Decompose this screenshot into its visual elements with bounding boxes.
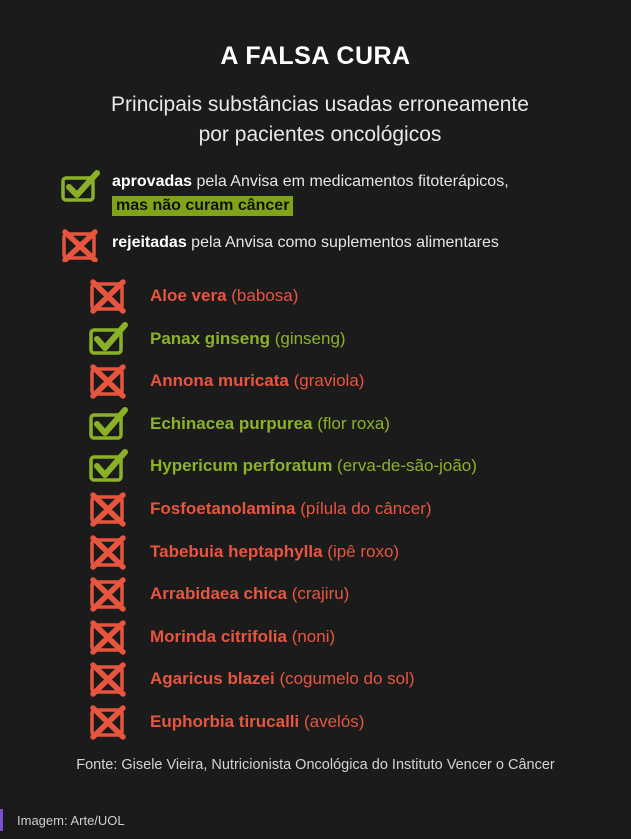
scientific-name: Fosfoetanolamina [150,499,296,518]
x-box-icon [88,661,130,697]
legend-approved-highlight: mas não curam câncer [112,196,293,216]
source-note: Fonte: Gisele Vieira, Nutricionista Oncológica do Instituto Vencer o Câncer [76,757,555,773]
x-box-icon [88,704,130,740]
list-item [88,491,432,527]
credit-accent-bar [0,809,3,831]
common-name: (crajiru) [287,584,350,604]
substance-label [150,584,349,604]
scientific-name: Echinacea purpurea [150,413,313,433]
scientific-name: Tabebuia heptaphylla [150,541,323,561]
image-credit: Imagem: Arte/UOL [17,813,125,828]
scientific-name: Annona muricata [150,371,289,391]
legend-approved-text [112,170,509,218]
substance-label [150,456,477,476]
check-box-icon [88,406,130,442]
substance-label [150,627,335,647]
substance-label [150,669,415,689]
list-item [88,448,477,484]
scientific-name: Arrabidaea chica [150,584,288,604]
substance-label [150,414,390,434]
common-name: (ginseng) [269,328,346,348]
check-box-icon [88,448,130,484]
legend-approved [60,170,509,218]
legend-rejected-text [112,231,499,255]
check-box-icon [88,321,130,357]
scientific-name: Panax ginseng [150,328,270,348]
list-item [88,576,349,612]
common-name: (flor roxa) [312,413,390,433]
x-box-icon [88,278,130,314]
check-box-icon [60,170,102,204]
x-box-icon [60,228,102,262]
substance-label [150,499,432,519]
infographic-title: A FALSA CURA [220,42,411,70]
legend-approved-desc: pela Anvisa em medicamentos fitoterápicos, [192,173,509,190]
common-name: (graviola) [288,371,365,391]
legend-rejected [60,228,499,262]
scientific-name: Morinda citrifolia [150,626,287,646]
legend-rejected-bold: rejeitadas [112,234,187,251]
list-item [88,619,335,655]
substance-label [150,542,399,562]
list-item [88,704,364,740]
common-name: (noni) [286,626,336,646]
common-name: (babosa) [226,286,299,305]
substance-label [150,371,364,391]
subtitle-line-1: Principais substâncias usadas erroneamente [111,93,529,116]
list-item [88,406,390,442]
list-item [88,321,346,357]
x-box-icon [88,363,130,399]
substance-label [150,712,364,732]
common-name: (erva-de-são-joão) [332,456,477,476]
common-name: (pílula do câncer) [295,499,432,518]
x-box-icon [88,534,130,570]
legend-rejected-desc: pela Anvisa como suplementos alimentares [186,234,499,251]
substance-label [150,286,298,306]
scientific-name: Hypericum perforatum [150,456,333,476]
x-box-icon [88,491,130,527]
legend-approved-bold: aprovadas [112,173,193,190]
scientific-name: Aloe vera [150,286,227,305]
common-name: (cogumelo do sol) [274,669,415,689]
common-name: (ipê roxo) [322,541,400,561]
list-item [88,363,364,399]
scientific-name: Euphorbia tirucalli [150,712,300,731]
x-box-icon [88,619,130,655]
infographic-subtitle [60,90,580,150]
subtitle-line-2: por pacientes oncológicos [198,123,442,146]
substance-label [150,329,346,349]
common-name: (avelós) [299,712,365,731]
x-box-icon [88,576,130,612]
list-item [88,534,399,570]
scientific-name: Agaricus blazei [150,669,275,689]
list-item [88,661,415,697]
list-item [88,278,298,314]
